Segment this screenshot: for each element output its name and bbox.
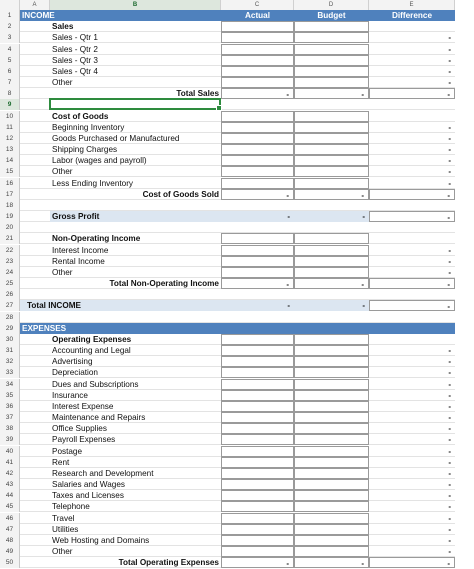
sheet-row [0, 501, 455, 512]
actual-input-cell[interactable] [221, 479, 294, 490]
sheet-row [0, 178, 455, 189]
actual-input-cell[interactable] [221, 446, 294, 457]
sheet-row [0, 457, 455, 468]
sheet-row [0, 513, 455, 524]
difference-column-header: Difference [391, 11, 433, 20]
actual-input-cell[interactable] [221, 390, 294, 401]
actual-gross-profit[interactable]: - [287, 212, 290, 222]
line-item-label[interactable]: Payroll Expenses [52, 435, 116, 445]
row-number[interactable]: 22 [0, 245, 20, 256]
row-number[interactable]: 28 [0, 312, 20, 323]
line-item-label[interactable]: Rental Income [52, 256, 105, 266]
actual-input-cell[interactable] [221, 423, 294, 434]
budget-total-cell[interactable]: - [294, 557, 369, 568]
row-number[interactable]: 32 [0, 356, 20, 367]
sheet-row [0, 122, 455, 133]
actual-input-cell[interactable] [221, 457, 294, 468]
actual-input-cell[interactable] [221, 513, 294, 524]
actual-input-cell[interactable] [221, 356, 294, 367]
row-number[interactable]: 10 [0, 111, 20, 122]
actual-input-cell[interactable] [221, 32, 294, 43]
actual-input-cell[interactable] [221, 267, 294, 278]
actual-input-cell[interactable] [221, 55, 294, 66]
difference-total-cell[interactable]: - [369, 557, 455, 568]
difference-cell[interactable]: - [448, 413, 451, 423]
difference-total-cell[interactable]: - [369, 189, 455, 200]
difference-cell[interactable]: - [448, 178, 451, 188]
budget-column-header: Budget [317, 11, 346, 20]
difference-cell[interactable]: - [448, 401, 451, 411]
sheet-row [0, 256, 455, 267]
row-number[interactable]: 5 [0, 55, 20, 66]
difference-cell[interactable]: - [448, 535, 451, 545]
sheet-row [0, 32, 455, 43]
line-item-label[interactable]: Other [52, 78, 73, 88]
row-number[interactable]: 20 [0, 222, 20, 233]
budget-input-cell[interactable] [294, 111, 369, 122]
row-number[interactable]: 12 [0, 133, 20, 144]
row-number[interactable]: 40 [0, 446, 20, 457]
sheet-row [0, 323, 455, 334]
sheet-row [0, 524, 455, 535]
total-label[interactable]: Total Operating Expenses [118, 558, 219, 568]
sheet-row [0, 390, 455, 401]
difference-cell[interactable]: - [448, 547, 451, 557]
actual-input-cell[interactable] [221, 412, 294, 423]
row-number[interactable]: 48 [0, 535, 20, 546]
line-item-label[interactable]: Travel [52, 513, 75, 523]
row-number[interactable]: 6 [0, 66, 20, 77]
budget-input-cell[interactable] [294, 233, 369, 244]
line-item-label[interactable]: Sales - Qtr 3 [52, 55, 98, 65]
row-number[interactable]: 16 [0, 178, 20, 189]
row-number[interactable]: 2 [0, 21, 20, 32]
section-title: EXPENSES [22, 323, 67, 333]
difference-cell[interactable]: - [448, 66, 451, 76]
budget-input-cell[interactable] [294, 245, 369, 256]
actual-input-cell[interactable] [221, 111, 294, 122]
sheet-row [0, 211, 455, 222]
budget-input-cell[interactable] [294, 490, 369, 501]
row-number[interactable]: 39 [0, 434, 20, 445]
line-item-label[interactable]: Telephone [52, 502, 90, 512]
line-item-label[interactable]: Depreciation [52, 368, 98, 378]
budget-input-cell[interactable] [294, 356, 369, 367]
actual-input-cell[interactable] [221, 77, 294, 88]
sheet-row [0, 423, 455, 434]
difference-cell[interactable]: - [448, 78, 451, 88]
row-number[interactable]: 46 [0, 513, 20, 524]
sheet-row [0, 222, 455, 233]
actual-total-cell[interactable]: - [221, 189, 294, 200]
row-number[interactable]: 4 [0, 44, 20, 55]
actual-input-cell[interactable] [221, 21, 294, 32]
row-number[interactable]: 21 [0, 233, 20, 244]
row-number[interactable]: 29 [0, 323, 20, 334]
budget-total-cell[interactable]: - [294, 278, 369, 289]
actual-total-cell[interactable]: - [221, 557, 294, 568]
row-number[interactable]: 25 [0, 278, 20, 289]
difference-cell[interactable]: - [448, 435, 451, 445]
actual-input-cell[interactable] [221, 379, 294, 390]
difference-cell[interactable]: - [448, 267, 451, 277]
line-item-label[interactable]: Web Hosting and Domains [52, 535, 150, 545]
sheet-row [0, 345, 455, 356]
line-item-label[interactable]: Sales - Qtr 4 [52, 66, 98, 76]
difference-cell[interactable]: - [448, 468, 451, 478]
budget-input-cell[interactable] [294, 133, 369, 144]
budget-input-cell[interactable] [294, 423, 369, 434]
line-item-label[interactable]: Labor (wages and payroll) [52, 156, 147, 166]
total-label[interactable]: Total Non-Operating Income [109, 279, 219, 289]
row-number[interactable]: 13 [0, 144, 20, 155]
sheet-row [0, 111, 455, 122]
row-number[interactable]: 27 [0, 300, 20, 311]
section-label[interactable]: Operating Expenses [52, 334, 132, 344]
row-number[interactable]: 41 [0, 457, 20, 468]
sheet-row [0, 557, 455, 568]
sheet-row [0, 379, 455, 390]
actual-input-cell[interactable] [221, 178, 294, 189]
actual-input-cell[interactable] [221, 401, 294, 412]
actual-input-cell[interactable] [221, 546, 294, 557]
budget-total-cell[interactable]: - [294, 189, 369, 200]
line-item-label[interactable]: Other [52, 547, 73, 557]
row-number[interactable]: 24 [0, 267, 20, 278]
actual-input-cell[interactable] [221, 367, 294, 378]
total-label[interactable]: Cost of Goods Sold [142, 189, 219, 199]
section-title: INCOME [22, 11, 55, 20]
line-item-label[interactable]: Research and Development [52, 468, 154, 478]
difference-total-income[interactable]: - [369, 300, 455, 311]
sheet-row [0, 289, 455, 300]
difference-cell[interactable]: - [448, 256, 451, 266]
actual-input-cell[interactable] [221, 166, 294, 177]
line-item-label[interactable]: Maintenance and Repairs [52, 413, 146, 423]
section-header-band [20, 323, 455, 334]
difference-cell[interactable]: - [448, 513, 451, 523]
row-number[interactable]: 33 [0, 367, 20, 378]
difference-total-cell[interactable]: - [369, 88, 455, 99]
actual-total-income[interactable]: - [287, 301, 290, 311]
difference-cell[interactable]: - [448, 133, 451, 143]
actual-input-cell[interactable] [221, 490, 294, 501]
sheet-row [0, 535, 455, 546]
row-number[interactable]: 7 [0, 77, 20, 88]
sheet-row [0, 166, 455, 177]
line-item-label[interactable]: Interest Expense [52, 401, 114, 411]
line-item-label[interactable]: Rent [52, 457, 70, 467]
column-header-c[interactable]: C [221, 0, 294, 10]
difference-cell[interactable]: - [448, 524, 451, 534]
difference-cell[interactable]: - [448, 390, 451, 400]
section-label[interactable]: Sales [52, 22, 74, 32]
sheet-row [0, 468, 455, 479]
line-item-label[interactable]: Beginning Inventory [52, 122, 125, 132]
difference-cell[interactable]: - [448, 167, 451, 177]
sheet-row [0, 267, 455, 278]
line-item-label[interactable]: Sales - Qtr 2 [52, 44, 98, 54]
difference-cell[interactable]: - [448, 491, 451, 501]
budget-input-cell[interactable] [294, 524, 369, 535]
budget-input-cell[interactable] [294, 535, 369, 546]
budget-input-cell[interactable] [294, 44, 369, 55]
line-item-label[interactable]: Other [52, 167, 73, 177]
row-number[interactable]: 35 [0, 390, 20, 401]
sheet-row [0, 133, 455, 144]
line-item-label[interactable]: Insurance [52, 390, 88, 400]
actual-input-cell[interactable] [221, 256, 294, 267]
difference-cell[interactable]: - [448, 145, 451, 155]
budget-input-cell[interactable] [294, 267, 369, 278]
budget-input-cell[interactable] [294, 412, 369, 423]
budget-input-cell[interactable] [294, 21, 369, 32]
budget-total-cell[interactable]: - [294, 88, 369, 99]
row-number[interactable]: 30 [0, 334, 20, 345]
sheet-row [0, 21, 455, 32]
sheet-row [0, 412, 455, 423]
difference-cell[interactable]: - [448, 502, 451, 512]
line-item-label[interactable]: Dues and Subscriptions [52, 379, 139, 389]
sheet-row [0, 144, 455, 155]
row-number[interactable]: 44 [0, 490, 20, 501]
sheet-row [0, 99, 455, 110]
row-number[interactable]: 38 [0, 423, 20, 434]
column-header-b[interactable]: B [50, 0, 221, 10]
budget-input-cell[interactable] [294, 479, 369, 490]
actual-input-cell[interactable] [221, 144, 294, 155]
difference-cell[interactable]: - [448, 379, 451, 389]
sheet-row [0, 233, 455, 244]
difference-total-cell[interactable]: - [369, 278, 455, 289]
row-number[interactable]: 3 [0, 32, 20, 43]
sheet-row [0, 44, 455, 55]
sheet-row [0, 189, 455, 200]
budget-total-income[interactable]: - [362, 301, 365, 311]
row-number[interactable]: 15 [0, 166, 20, 177]
budget-input-cell[interactable] [294, 144, 369, 155]
sheet-row [0, 401, 455, 412]
line-item-label[interactable]: Accounting and Legal [52, 346, 131, 356]
sheet-row [0, 367, 455, 378]
sheet-row [0, 479, 455, 490]
row-number[interactable]: 43 [0, 479, 20, 490]
row-number[interactable]: 31 [0, 345, 20, 356]
actual-input-cell[interactable] [221, 245, 294, 256]
budget-input-cell[interactable] [294, 32, 369, 43]
line-item-label[interactable]: Shipping Charges [52, 145, 118, 155]
line-item-label[interactable]: Advertising [52, 357, 93, 367]
difference-cell[interactable]: - [448, 122, 451, 132]
budget-input-cell[interactable] [294, 367, 369, 378]
actual-input-cell[interactable] [221, 133, 294, 144]
difference-cell[interactable]: - [448, 446, 451, 456]
actual-input-cell[interactable] [221, 44, 294, 55]
row-number[interactable]: 36 [0, 401, 20, 412]
actual-input-cell[interactable] [221, 334, 294, 345]
sheet-row [0, 334, 455, 345]
difference-cell[interactable]: - [448, 457, 451, 467]
actual-total-cell[interactable]: - [221, 278, 294, 289]
difference-cell[interactable]: - [448, 33, 451, 43]
line-item-label[interactable]: Office Supplies [52, 424, 107, 434]
row-number[interactable]: 11 [0, 122, 20, 133]
difference-cell[interactable]: - [448, 55, 451, 65]
budget-input-cell[interactable] [294, 457, 369, 468]
total-income-label[interactable]: Total INCOME [27, 301, 81, 311]
sheet-row [0, 55, 455, 66]
sheet-row [0, 546, 455, 557]
row-number[interactable]: 1 [0, 10, 20, 21]
actual-input-cell[interactable] [221, 233, 294, 244]
sheet-row [0, 10, 455, 21]
actual-total-cell[interactable]: - [221, 88, 294, 99]
sheet-row [0, 66, 455, 77]
sheet-row [0, 200, 455, 211]
difference-cell[interactable]: - [448, 357, 451, 367]
budget-input-cell[interactable] [294, 55, 369, 66]
budget-input-cell[interactable] [294, 155, 369, 166]
budget-input-cell[interactable] [294, 77, 369, 88]
line-item-label[interactable]: Interest Income [52, 245, 109, 255]
line-item-label[interactable]: Goods Purchased or Manufactured [52, 133, 180, 143]
budget-input-cell[interactable] [294, 401, 369, 412]
difference-cell[interactable]: - [448, 245, 451, 255]
sheet-row [0, 77, 455, 88]
line-item-label[interactable]: Utilities [52, 524, 79, 534]
column-header-a[interactable]: A [20, 0, 50, 10]
line-item-label[interactable]: Salaries and Wages [52, 480, 125, 490]
row-number[interactable]: 34 [0, 379, 20, 390]
difference-cell[interactable]: - [448, 480, 451, 490]
column-header-e[interactable]: E [369, 0, 455, 10]
budget-input-cell[interactable] [294, 513, 369, 524]
select-all-corner[interactable] [0, 0, 20, 10]
budget-input-cell[interactable] [294, 334, 369, 345]
line-item-label[interactable]: Postage [52, 446, 83, 456]
row-number[interactable]: 14 [0, 155, 20, 166]
line-item-label[interactable]: Sales - Qtr 1 [52, 33, 98, 43]
section-label[interactable]: Non-Operating Income [52, 234, 141, 244]
row-number[interactable]: 17 [0, 189, 20, 200]
column-header-d[interactable]: D [294, 0, 369, 10]
line-item-label[interactable]: Other [52, 267, 73, 277]
budget-input-cell[interactable] [294, 66, 369, 77]
actual-column-header: Actual [244, 11, 271, 20]
budget-input-cell[interactable] [294, 345, 369, 356]
budget-input-cell[interactable] [294, 501, 369, 512]
difference-cell[interactable]: - [448, 424, 451, 434]
actual-input-cell[interactable] [221, 501, 294, 512]
sheet-row [0, 446, 455, 457]
row-number[interactable]: 37 [0, 412, 20, 423]
actual-input-cell[interactable] [221, 524, 294, 535]
gross-profit-label[interactable]: Gross Profit [52, 212, 100, 222]
budget-input-cell[interactable] [294, 546, 369, 557]
difference-cell[interactable]: - [448, 44, 451, 54]
budget-input-cell[interactable] [294, 122, 369, 133]
row-number[interactable]: 47 [0, 524, 20, 535]
budget-input-cell[interactable] [294, 178, 369, 189]
row-number[interactable]: 45 [0, 501, 20, 512]
section-label[interactable]: Cost of Goods [52, 111, 109, 121]
budget-input-cell[interactable] [294, 446, 369, 457]
budget-input-cell[interactable] [294, 390, 369, 401]
sheet-row [0, 490, 455, 501]
selected-cell-b9[interactable] [49, 98, 221, 110]
difference-gross-profit[interactable]: - [369, 211, 455, 222]
line-item-label[interactable]: Less Ending Inventory [52, 178, 134, 188]
row-number[interactable]: 9 [0, 99, 20, 110]
row-number[interactable]: 18 [0, 200, 20, 211]
actual-input-cell[interactable] [221, 66, 294, 77]
actual-input-cell[interactable] [221, 122, 294, 133]
sheet-row [0, 278, 455, 289]
budget-input-cell[interactable] [294, 468, 369, 479]
actual-input-cell[interactable] [221, 434, 294, 445]
sheet-row [0, 300, 455, 311]
difference-cell[interactable]: - [448, 156, 451, 166]
sheet-row [0, 434, 455, 445]
actual-input-cell[interactable] [221, 468, 294, 479]
total-label[interactable]: Total Sales [176, 89, 219, 99]
difference-cell[interactable]: - [448, 346, 451, 356]
sheet-row [0, 245, 455, 256]
budget-input-cell[interactable] [294, 434, 369, 445]
actual-input-cell[interactable] [221, 155, 294, 166]
difference-cell[interactable]: - [448, 368, 451, 378]
budget-input-cell[interactable] [294, 256, 369, 267]
sheet-row [0, 356, 455, 367]
row-number[interactable]: 19 [0, 211, 20, 222]
actual-input-cell[interactable] [221, 535, 294, 546]
budget-gross-profit[interactable]: - [362, 212, 365, 222]
sheet-row [0, 312, 455, 323]
row-number[interactable]: 50 [0, 557, 20, 568]
budget-input-cell[interactable] [294, 166, 369, 177]
row-number[interactable]: 23 [0, 256, 20, 267]
row-number[interactable]: 26 [0, 289, 20, 300]
row-number[interactable]: 8 [0, 88, 20, 99]
row-number[interactable]: 42 [0, 468, 20, 479]
budget-input-cell[interactable] [294, 379, 369, 390]
actual-input-cell[interactable] [221, 345, 294, 356]
line-item-label[interactable]: Taxes and Licenses [52, 491, 124, 501]
sheet-row [0, 155, 455, 166]
row-number[interactable]: 49 [0, 546, 20, 557]
